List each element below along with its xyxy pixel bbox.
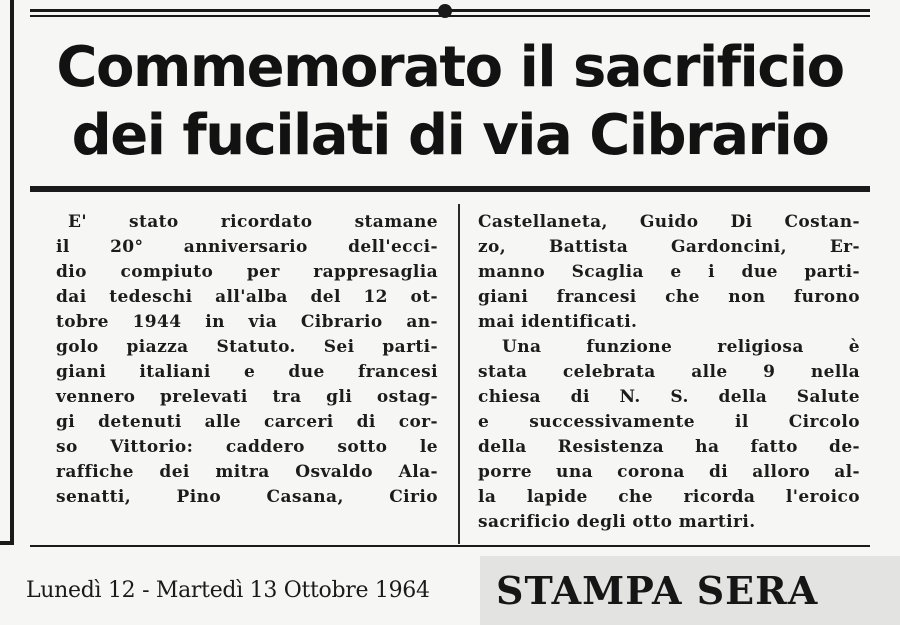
- headline-rule: [30, 186, 870, 192]
- publication-date: Lunedì 12 - Martedì 13 Ottobre 1964: [26, 578, 430, 603]
- text-line: porre una corona di alloro al-: [478, 462, 860, 482]
- text-line: tobre 1944 in via Cibrario an-: [56, 312, 438, 332]
- text-line: gi detenuti alle carceri di cor-: [56, 412, 438, 432]
- bottom-rule: [30, 545, 870, 547]
- article-column-left: [56, 210, 438, 510]
- text-line: stata celebrata alle 9 nella: [478, 362, 860, 382]
- text-line: sacrificio degli otto martiri.: [478, 512, 756, 532]
- text-line: Una funzione religiosa è: [502, 337, 860, 357]
- margin-rule: [10, 0, 14, 545]
- text-line: giani italiani e due francesi: [56, 362, 438, 382]
- newspaper-masthead: STAMPA SERA: [496, 568, 819, 613]
- text-line: so Vittorio: caddero sotto le: [56, 437, 438, 457]
- text-line: e successivamente il Circolo: [478, 412, 860, 432]
- article-column-right: [478, 210, 860, 535]
- text-line: la lapide che ricorda l'eroico: [478, 487, 860, 507]
- headline-line: dei fucilati di via Cibrario: [71, 103, 829, 168]
- text-line: mai identificati.: [478, 312, 638, 332]
- headline: [26, 34, 874, 170]
- text-line: dai tedeschi all'alba del 12 ot-: [56, 287, 438, 307]
- text-line: il 20° anniversario dell'ecci-: [56, 237, 438, 257]
- margin-rule-foot: [0, 541, 14, 545]
- rule-ornament: [438, 4, 452, 18]
- text-line: giani francesi che non furono: [478, 287, 860, 307]
- text-line: dio compiuto per rappresaglia: [56, 262, 438, 282]
- text-line: senatti, Pino Casana, Cirio: [56, 487, 438, 507]
- text-line: Castellaneta, Guido Di Costan-: [478, 212, 860, 232]
- text-line: della Resistenza ha fatto de-: [478, 437, 860, 457]
- text-line: golo piazza Statuto. Sei parti-: [56, 337, 438, 357]
- text-line: raffiche dei mitra Osvaldo Ala-: [56, 462, 438, 482]
- text-line: vennero prelevati tra gli ostag-: [56, 387, 438, 407]
- text-line: E' stato ricordato stamane: [68, 212, 438, 232]
- headline-line: Commemorato il sacrificio: [56, 35, 844, 100]
- text-line: chiesa di N. S. della Salute: [478, 387, 860, 407]
- column-divider: [458, 204, 460, 544]
- text-line: zo, Battista Gardoncini, Er-: [478, 237, 860, 257]
- text-line: manno Scaglia e i due parti-: [478, 262, 860, 282]
